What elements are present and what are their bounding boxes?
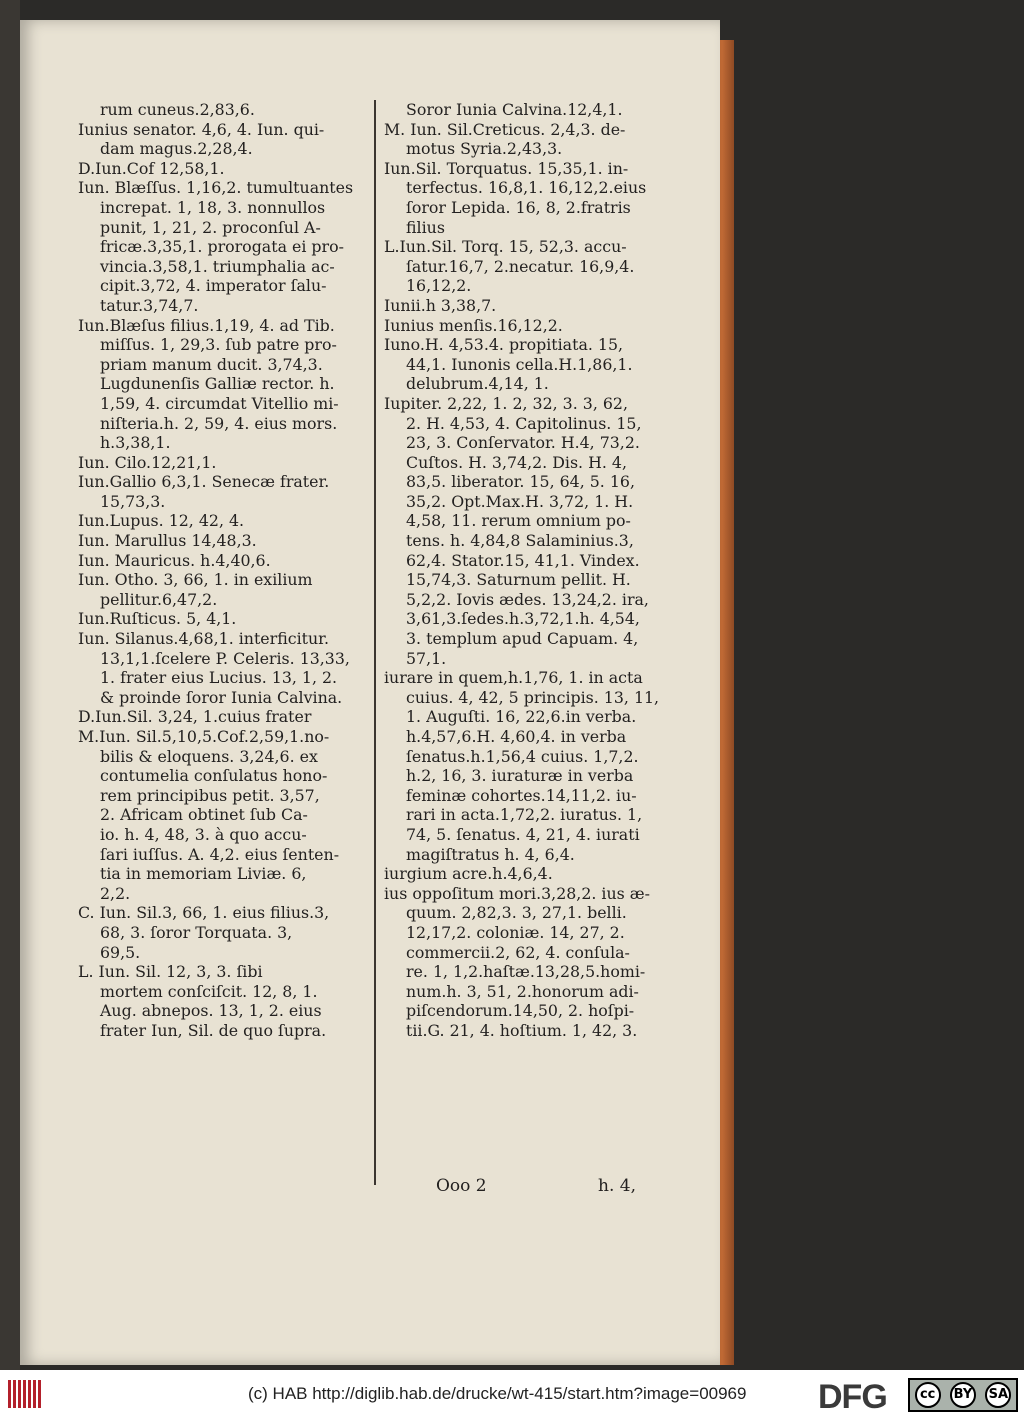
- index-line: D.Iun.Sil. 3,24, 1.cuius frater: [78, 707, 312, 727]
- index-line: commercii.2, 62, 4. conſula-: [406, 942, 630, 962]
- index-line: Aug. abnepos. 13, 1, 2. eius: [100, 1001, 322, 1021]
- index-line: Iun.Gallio 6,3,1. Senecæ frater.: [78, 472, 330, 492]
- index-column-right: [384, 100, 684, 1041]
- sa-icon: SA: [985, 1382, 1011, 1408]
- index-line: C. Iun. Sil.3, 66, 1. eius filius.3,: [78, 903, 330, 923]
- index-line: re. 1, 1,2.haſtæ.13,28,5.homi-: [406, 962, 646, 982]
- index-line: 2,2.: [100, 883, 131, 903]
- index-line: Iunii.h 3,38,7.: [384, 295, 497, 315]
- hab-logo-icon: [8, 1380, 48, 1408]
- index-line: tii.G. 21, 4. hoſtium. 1, 42, 3.: [406, 1020, 638, 1040]
- index-line: num.h. 3, 51, 2.honorum adi-: [406, 981, 639, 1001]
- index-line: Lugdunenſis Galliæ rector. h.: [100, 374, 335, 394]
- scan-background: [0, 0, 20, 1370]
- index-line: cuius. 4, 42, 5 principis. 13, 11,: [406, 687, 660, 707]
- index-line: 83,5. liberator. 15, 64, 5. 16,: [406, 472, 635, 492]
- index-line: 15,73,3.: [100, 491, 166, 511]
- index-line: motus Syria.2,43,3.: [406, 139, 563, 159]
- index-line: L.Iun.Sil. Torq. 15, 52,3. accu-: [384, 237, 627, 257]
- cc-icon: cc: [915, 1382, 941, 1408]
- index-line: Iun. Silanus.4,68,1. interficitur.: [78, 629, 330, 649]
- index-line: ius oppoſitum mori.3,28,2. ius æ-: [384, 883, 650, 903]
- index-line: io. h. 4, 48, 3. à quo accu-: [100, 824, 307, 844]
- index-line: Iunius senator. 4,6, 4. Iun. qui-: [78, 119, 325, 139]
- index-column-left: [78, 100, 368, 1041]
- index-line: 69,5.: [100, 942, 141, 962]
- by-icon: BY: [950, 1382, 976, 1408]
- index-line: rem principibus petit. 3,57,: [100, 785, 320, 805]
- index-line: M.Iun. Sil.5,10,5.Cof.2,59,1.no-: [78, 727, 330, 746]
- index-line: fricæ.3,35,1. prorogata ei pro-: [100, 237, 344, 257]
- index-line: cipit.3,72, 4. imperator ſalu-: [100, 276, 327, 296]
- cc-license-badge[interactable]: [908, 1378, 1018, 1412]
- index-line: delubrum.4,14, 1.: [406, 374, 549, 394]
- index-line: & proinde ſoror Iunia Calvina.: [100, 687, 343, 707]
- index-line: tens. h. 4,84,8 Salaminius.3,: [406, 531, 634, 551]
- index-line: priam manum ducit. 3,74,3.: [100, 354, 323, 374]
- index-line: ſatur.16,7, 2.necatur. 16,9,4.: [406, 256, 635, 276]
- index-line: 1,59, 4. circumdat Vitellio mi-: [100, 393, 339, 413]
- index-line: 35,2. Opt.Max.H. 3,72, 1. H.: [406, 491, 634, 511]
- index-line: 68, 3. ſoror Torquata. 3,: [100, 922, 293, 942]
- index-line: terfectus. 16,8,1. 16,12,2.eius: [406, 178, 647, 198]
- index-line: Iun.Sil. Torquatus. 15,35,1. in-: [384, 158, 629, 178]
- index-line: Iuno.H. 4,53.4. propitiata. 15,: [384, 335, 624, 355]
- index-line: miſſus. 1, 29,3. ſub patre pro-: [100, 335, 337, 355]
- index-line: h.4,57,6.H. 4,60,4. in verba: [406, 727, 627, 746]
- index-line: 57,1.: [406, 648, 447, 668]
- index-line: Iun.Blæſus filius.1,19, 4. ad Tib.: [78, 315, 335, 335]
- index-line: Iun. Cilo.12,21,1.: [78, 452, 217, 472]
- index-line: niſteria.h. 2, 59, 4. eius mors.: [100, 413, 338, 433]
- index-line: ſari iuſſus. A. 4,2. eius ſenten-: [100, 844, 340, 864]
- index-line: mortem conſciſcit. 12, 8, 1.: [100, 981, 318, 1001]
- index-line: 74, 5. ſenatus. 4, 21, 4. iurati: [406, 824, 640, 844]
- index-line: vincia.3,58,1. triumphalia ac-: [100, 256, 335, 276]
- index-line: L. Iun. Sil. 12, 3, 3. ſibi: [78, 962, 263, 982]
- index-line: 15,74,3. Saturnum pellit. H.: [406, 570, 631, 590]
- index-line: Soror Iunia Calvina.12,4,1.: [406, 100, 623, 119]
- catchword: h. 4,: [598, 1176, 636, 1196]
- index-line: piſcendorum.14,50, 2. hoſpi-: [406, 1001, 635, 1021]
- index-line: 3. templum apud Capuam. 4,: [406, 629, 639, 649]
- index-line: 2. H. 4,53, 4. Capitolinus. 15,: [406, 413, 642, 433]
- index-line: D.Iun.Cof 12,58,1.: [78, 158, 225, 178]
- index-line: 23, 3. Conſervator. H.4, 73,2.: [406, 433, 640, 453]
- index-line: feminæ cohortes.14,11,2. iu-: [406, 785, 637, 805]
- index-line: tatur.3,74,7.: [100, 295, 199, 315]
- index-line: Iupiter. 2,22, 1. 2, 32, 3. 3, 62,: [384, 393, 628, 413]
- dfg-logo: DFG: [818, 1378, 887, 1416]
- index-line: increpat. 1, 18, 3. nonnullos: [100, 197, 326, 217]
- index-line: 16,12,2.: [406, 276, 472, 296]
- index-line: Iun. Otho. 3, 66, 1. in exilium: [78, 570, 313, 590]
- index-line: 5,2,2. Iovis ædes. 13,24,2. ira,: [406, 589, 649, 609]
- index-line: bilis & eloquens. 3,24,6. ex: [100, 746, 318, 766]
- index-line: quum. 2,82,3. 3, 27,1. belli.: [406, 903, 627, 923]
- index-line: M. Iun. Sil.Creticus. 2,4,3. de-: [384, 119, 626, 139]
- index-line: dam magus.2,28,4.: [100, 139, 253, 159]
- index-line: Iun.Ruſticus. 5, 4,1.: [78, 609, 237, 629]
- index-line: Iunius menſis.16,12,2.: [384, 315, 563, 335]
- index-line: Cuſtos. H. 3,74,2. Dis. H. 4,: [406, 452, 627, 472]
- index-line: 1. frater eius Lucius. 13, 1, 2.: [100, 668, 338, 688]
- index-line: pellitur.6,47,2.: [100, 589, 218, 609]
- index-line: punit, 1, 21, 2. proconſul A-: [100, 217, 321, 237]
- index-line: 13,1,1.ſcelere P. Celeris. 13,33,: [100, 648, 350, 668]
- index-line: iurare in quem,h.1,76, 1. in acta: [384, 668, 643, 688]
- index-line: h.3,38,1.: [100, 433, 171, 453]
- index-line: rum cuneus.2,83,6.: [100, 100, 255, 119]
- index-line: h.2, 16, 3. iuraturæ in verba: [406, 766, 634, 786]
- signature-mark: Ooo 2: [436, 1176, 487, 1196]
- index-line: 2. Africam obtinet ſub Ca-: [100, 805, 308, 825]
- index-line: iurgium acre.h.4,6,4.: [384, 864, 553, 884]
- index-line: Iun. Blæſſus. 1,16,2. tumultuantes: [78, 178, 354, 198]
- index-line: ſoror Lepida. 16, 8, 2.fratris: [406, 197, 631, 217]
- index-line: tia in memoriam Liviæ. 6,: [100, 864, 307, 884]
- index-line: frater Iun, Sil. de quo ſupra.: [100, 1020, 327, 1040]
- index-line: 1. Auguſti. 16, 22,6.in verba.: [406, 707, 637, 727]
- index-line: Iun. Marullus 14,48,3.: [78, 531, 257, 551]
- index-line: ſenatus.h.1,56,4 cuius. 1,7,2.: [406, 746, 639, 766]
- index-line: contumelia conſulatus hono-: [100, 766, 328, 786]
- index-line: magiſtratus h. 4, 6,4.: [406, 844, 575, 864]
- index-line: 4,58, 11. rerum omnium po-: [406, 511, 631, 531]
- copyright-credit-link[interactable]: (c) HAB http://diglib.hab.de/drucke/wt-415/start.htm?image=00969: [248, 1384, 747, 1403]
- index-line: Iun. Mauricus. h.4,40,6.: [78, 550, 271, 570]
- index-line: rari in acta.1,72,2. iuratus. 1,: [406, 805, 643, 825]
- column-divider: [374, 100, 376, 1185]
- index-line: 62,4. Stator.15, 41,1. Vindex.: [406, 550, 640, 570]
- index-line: Iun.Lupus. 12, 42, 4.: [78, 511, 245, 531]
- index-line: 3,61,3.ſedes.h.3,72,1.h. 4,54,: [406, 609, 640, 629]
- index-line: 12,17,2. coloniæ. 14, 27, 2.: [406, 922, 625, 942]
- index-line: filius: [406, 217, 445, 237]
- index-line: 44,1. Iunonis cella.H.1,86,1.: [406, 354, 633, 374]
